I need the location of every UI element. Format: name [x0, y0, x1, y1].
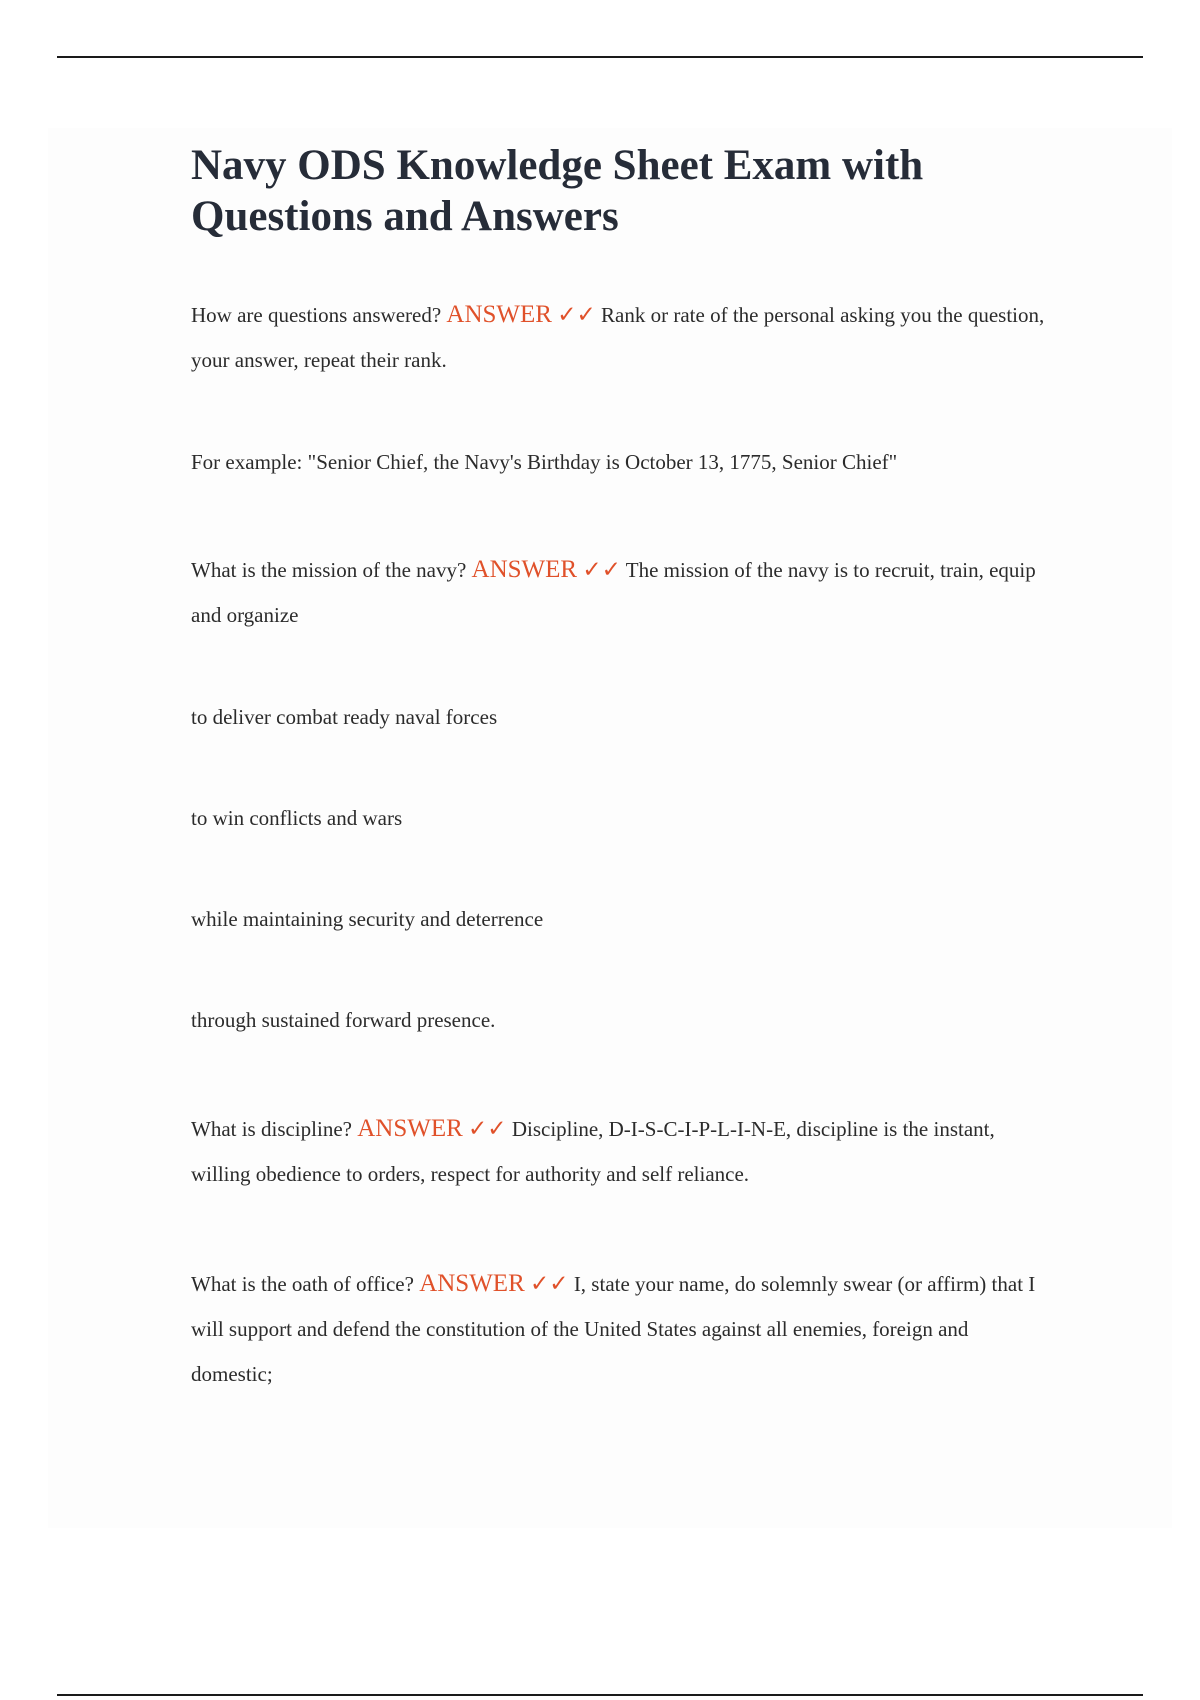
- mission-line-2: [191, 796, 1051, 841]
- mission-line-3: [191, 897, 1051, 942]
- qa-item-1: [191, 292, 1051, 383]
- qa-item-2: [191, 547, 1051, 638]
- mission-text: while maintaining security and deterrence: [191, 907, 544, 931]
- bottom-rule: [57, 1694, 1143, 1696]
- check-marks-icon: ✓✓: [468, 1116, 507, 1141]
- answer-text: Rank or rate of the personal asking you the question, your answer, repeat their rank.: [191, 303, 1045, 372]
- mission-line-1: [191, 695, 1051, 740]
- document-title: Navy ODS Knowledge Sheet Exam with Questions and Answers: [191, 142, 924, 240]
- question-text: How are questions answered?: [191, 303, 442, 327]
- mission-text: to deliver combat ready naval forces: [191, 705, 498, 729]
- mission-text: to win conflicts and wars: [191, 806, 403, 830]
- mission-line-4: [191, 998, 1051, 1043]
- answer-label: ANSWER: [446, 301, 552, 328]
- answer-label: ANSWER: [471, 556, 578, 583]
- question-text: What is discipline?: [191, 1117, 352, 1141]
- answer-text: Discipline, D-I-S-C-I-P-L-I-N-E, discipline is the instant, willing obedience to orders, respect for authority and self reliance.: [191, 1117, 995, 1186]
- answer-text: The mission of the navy is to recruit, train, equip and organize: [191, 558, 1036, 627]
- answer-label: ANSWER: [419, 1270, 525, 1297]
- question-text: What is the oath of office?: [191, 1272, 414, 1296]
- check-marks-icon: ✓✓: [557, 302, 596, 327]
- top-rule: [57, 56, 1143, 58]
- question-text: What is the mission of the navy?: [191, 558, 467, 582]
- check-marks-icon: ✓✓: [530, 1271, 569, 1296]
- document-header: [191, 140, 1051, 242]
- example-paragraph: [191, 440, 1051, 485]
- answer-text: I, state your name, do solemnly swear (or affirm) that I will support and defend the constitution of the United States against all enemies, foreign and domestic;: [191, 1272, 1036, 1386]
- qa-item-3: [191, 1106, 1051, 1197]
- check-marks-icon: ✓✓: [582, 557, 621, 582]
- mission-text: through sustained forward presence.: [191, 1008, 496, 1032]
- qa-item-4: [191, 1261, 1051, 1397]
- answer-label: ANSWER: [357, 1115, 463, 1142]
- example-text: For example: "Senior Chief, the Navy's Birthday is October 13, 1775, Senior Chief": [191, 450, 898, 474]
